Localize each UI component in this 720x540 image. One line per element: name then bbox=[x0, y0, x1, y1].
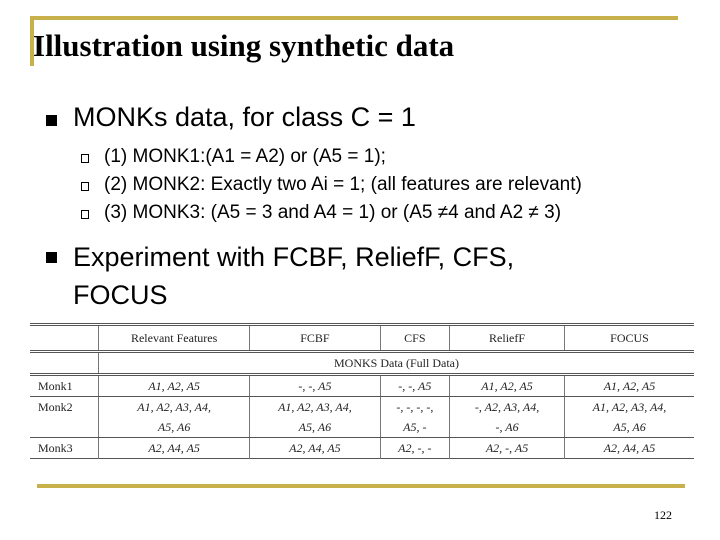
row-label-monk2: Monk2 bbox=[38, 399, 73, 414]
table-cell: A5, A6 bbox=[564, 417, 694, 438]
table-header-focus: FOCUS bbox=[564, 325, 694, 352]
hollow-square-bullet-icon bbox=[81, 154, 89, 163]
table-cell: A2, A4, A5 bbox=[564, 438, 694, 459]
table-cell: -, -, A5 bbox=[250, 375, 380, 397]
bottom-frame-rule bbox=[37, 484, 685, 488]
table-cell: -, -, -, -, bbox=[380, 397, 450, 418]
slide-title: Illustration using synthetic data bbox=[33, 28, 455, 63]
row-label-monk1: Monk1 bbox=[30, 375, 99, 397]
table-cell: A5, - bbox=[380, 417, 450, 438]
bullet-experiment-line1: Experiment with FCBF, ReliefF, CFS, bbox=[73, 242, 515, 272]
table-row bbox=[30, 417, 694, 438]
table-header-empty bbox=[30, 325, 99, 352]
table-cell: A5, A6 bbox=[99, 417, 250, 438]
table-row bbox=[30, 397, 694, 418]
table-cell: A2, -, A5 bbox=[450, 438, 565, 459]
table-row bbox=[30, 375, 694, 397]
bullet-experiment-line2: FOCUS bbox=[73, 280, 168, 310]
table-span-row bbox=[30, 352, 694, 375]
table-header-relevant: Relevant Features bbox=[99, 325, 250, 352]
table-cell: -, A2, A3, A4, bbox=[450, 397, 565, 418]
table-cell: A1, A2, A3, A4, bbox=[99, 397, 250, 418]
monks-results-table bbox=[30, 323, 694, 459]
subitem-monk1: (1) MONK1:(A1 = A2) or (A5 = 1); bbox=[104, 146, 386, 167]
table-row bbox=[30, 438, 694, 459]
table-cell: A1, A2, A5 bbox=[564, 375, 694, 397]
table-header-relieff: ReliefF bbox=[450, 325, 565, 352]
page-number: 122 bbox=[654, 508, 672, 522]
table-cell: A1, A2, A3, A4, bbox=[564, 397, 694, 418]
table-cell: A2, A4, A5 bbox=[99, 438, 250, 459]
table-cell: A2, -, - bbox=[380, 438, 450, 459]
square-bullet-icon bbox=[46, 252, 57, 263]
table-cell bbox=[30, 417, 99, 438]
table-cell: A1, A2, A3, A4, bbox=[250, 397, 380, 418]
table-header-fcbf: FCBF bbox=[250, 325, 380, 352]
table-header-cfs: CFS bbox=[380, 325, 450, 352]
table-cell: A2, A4, A5 bbox=[250, 438, 380, 459]
table-cell: A5, A6 bbox=[250, 417, 380, 438]
square-bullet-icon bbox=[46, 115, 57, 126]
subitem-monk3: (3) MONK3: (A5 = 3 and A4 = 1) or (A5 ≠4 and A2 ≠ 3) bbox=[104, 202, 562, 223]
table-header-row bbox=[30, 325, 694, 352]
table-span-label: MONKS Data (Full Data) bbox=[99, 352, 695, 375]
top-frame-rule bbox=[30, 16, 678, 20]
bullet-monks-data: MONKs data, for class C = 1 bbox=[73, 102, 416, 132]
bullet-experiment bbox=[73, 238, 633, 314]
subitem-monk2: (2) MONK2: Exactly two Ai = 1; (all features are relevant) bbox=[104, 174, 582, 195]
table-cell: -, A6 bbox=[450, 417, 565, 438]
hollow-square-bullet-icon bbox=[81, 210, 89, 219]
hollow-square-bullet-icon bbox=[81, 182, 89, 191]
table-cell: -, -, A5 bbox=[380, 375, 450, 397]
table-cell: A1, A2, A5 bbox=[99, 375, 250, 397]
row-label-monk3: Monk3 bbox=[38, 440, 73, 455]
table-cell: A1, A2, A5 bbox=[450, 375, 565, 397]
table-cell bbox=[30, 352, 99, 375]
